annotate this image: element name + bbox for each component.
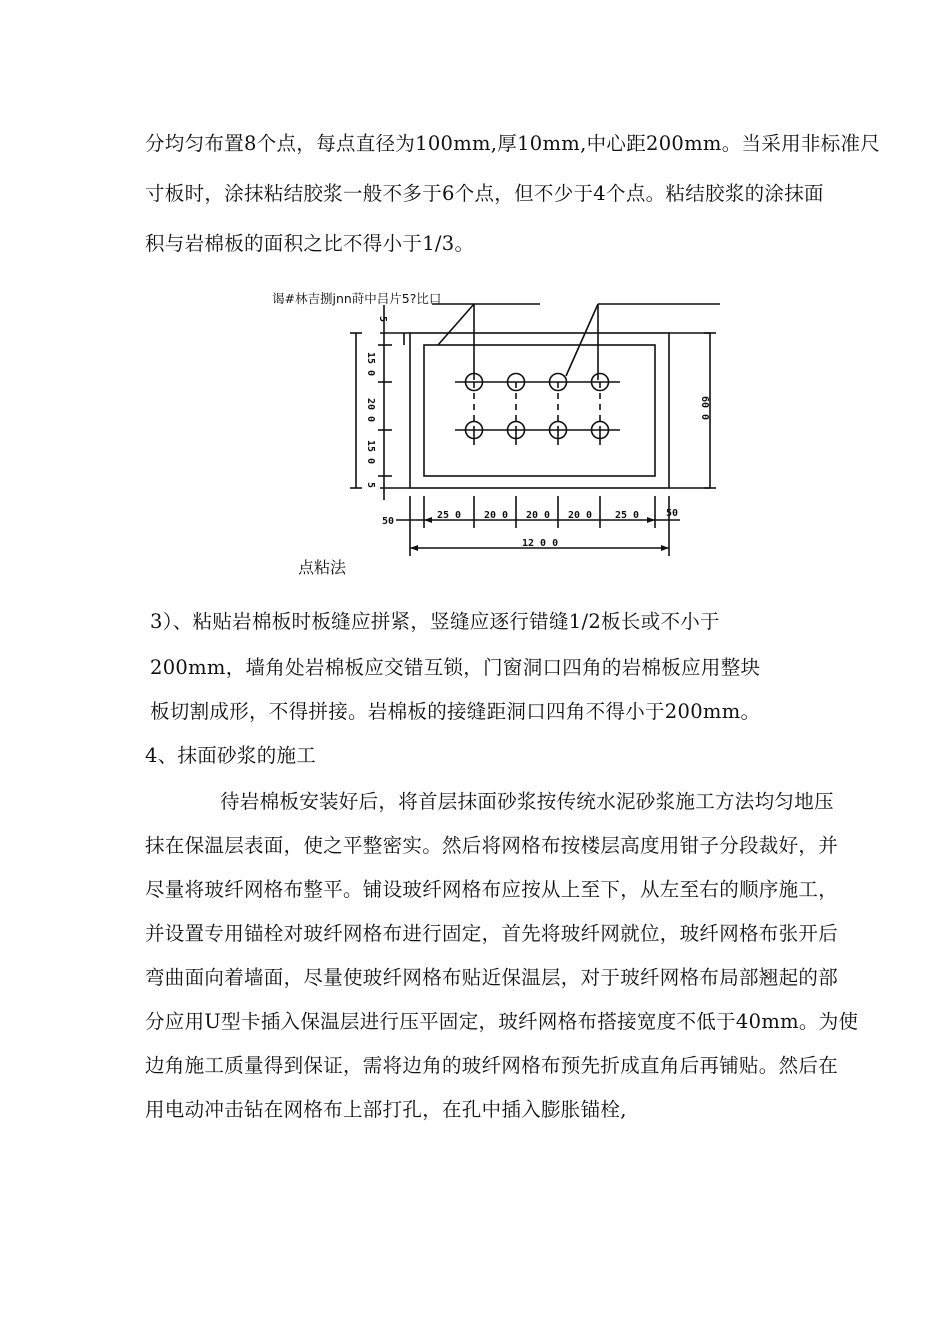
dim-label: 25 0: [615, 510, 640, 521]
dim-label: 20 0: [484, 510, 509, 521]
dim-label: 20 0: [568, 510, 593, 521]
board-outline: [410, 333, 669, 488]
dim-label: 5: [377, 316, 388, 323]
dim-label: 20 0: [365, 398, 376, 423]
paragraph-line: 寸板时，涂抹粘结胶浆一般不多于6个点，但不少于4个点。粘结胶浆的涂抹面: [145, 182, 824, 205]
paragraph-line: 积与岩棉板的面积之比不得小于1/3。: [145, 232, 475, 255]
dim-label: 15 0: [365, 440, 376, 465]
paragraph-line: 边角施工质量得到保证，需将边角的玻纤网格布预先折成直角后再铺贴。然后在: [145, 1054, 839, 1077]
dim-label: 12 0 0: [522, 538, 559, 549]
paragraph-line: 并设置专用锚栓对玻纤网格布进行固定，首先将玻纤网就位，玻纤网格布张开后: [145, 922, 839, 945]
dim-label: 50: [382, 516, 395, 527]
paragraph-line: 待岩棉板安装好后，将首层抹面砂浆按传统水泥砂浆施工方法均匀地压: [220, 790, 834, 813]
paragraph-line: 200mm，墙角处岩棉板应交错互锁，门窗洞口四角的岩棉板应用整块: [150, 656, 761, 679]
paragraph-line: 抹在保温层表面，使之平整密实。然后将网格布按楼层高度用钳子分段裁好，并: [145, 834, 839, 857]
paragraph-line: 用电动冲击钻在网格布上部打孔，在孔中插入膨胀锚栓,: [145, 1098, 627, 1121]
paragraph-line: 板切割成形，不得拼接。岩棉板的接缝距洞口四角不得小于200mm。: [150, 700, 761, 723]
dim-label: 50: [666, 508, 679, 519]
paragraph-line: 分均匀布置8个点，每点直径为100mm,厚10mm,中心距200mm。当采用非标准尺: [145, 132, 881, 155]
dim-label: 5: [365, 482, 376, 489]
dim-label: 25 0: [437, 510, 462, 521]
dim-label: 15 0: [365, 352, 376, 377]
dim-label: 60 0: [699, 396, 710, 421]
figure-caption: 点粘法: [298, 558, 347, 577]
paragraph-line: 3）、粘贴岩棉板时板缝应拼紧，竖缝应逐行错缝1/2板长或不小于: [150, 610, 720, 633]
figure-title: 谒#林吉捌jnn莳中吕片5?比口: [272, 291, 442, 306]
paragraph-line: 分应用U型卡插入保温层进行压平固定，玻纤网格布搭接宽度不低于40mm。为使: [145, 1010, 859, 1033]
paragraph-line: 弯曲面向着墙面，尽量使玻纤网格布贴近保温层，对于玻纤网格布局部翘起的部: [145, 966, 839, 989]
dim-label: 20 0: [526, 510, 551, 521]
dot-bonding-diagram: [0, 0, 950, 600]
paragraph-line: 尽量将玻纤网格布整平。铺设玻纤网格布应按从上至下，从左至右的顺序施工，: [145, 878, 839, 901]
section-heading: 4、抹面砂浆的施工: [145, 744, 317, 767]
board-inner-edge: [424, 345, 655, 476]
